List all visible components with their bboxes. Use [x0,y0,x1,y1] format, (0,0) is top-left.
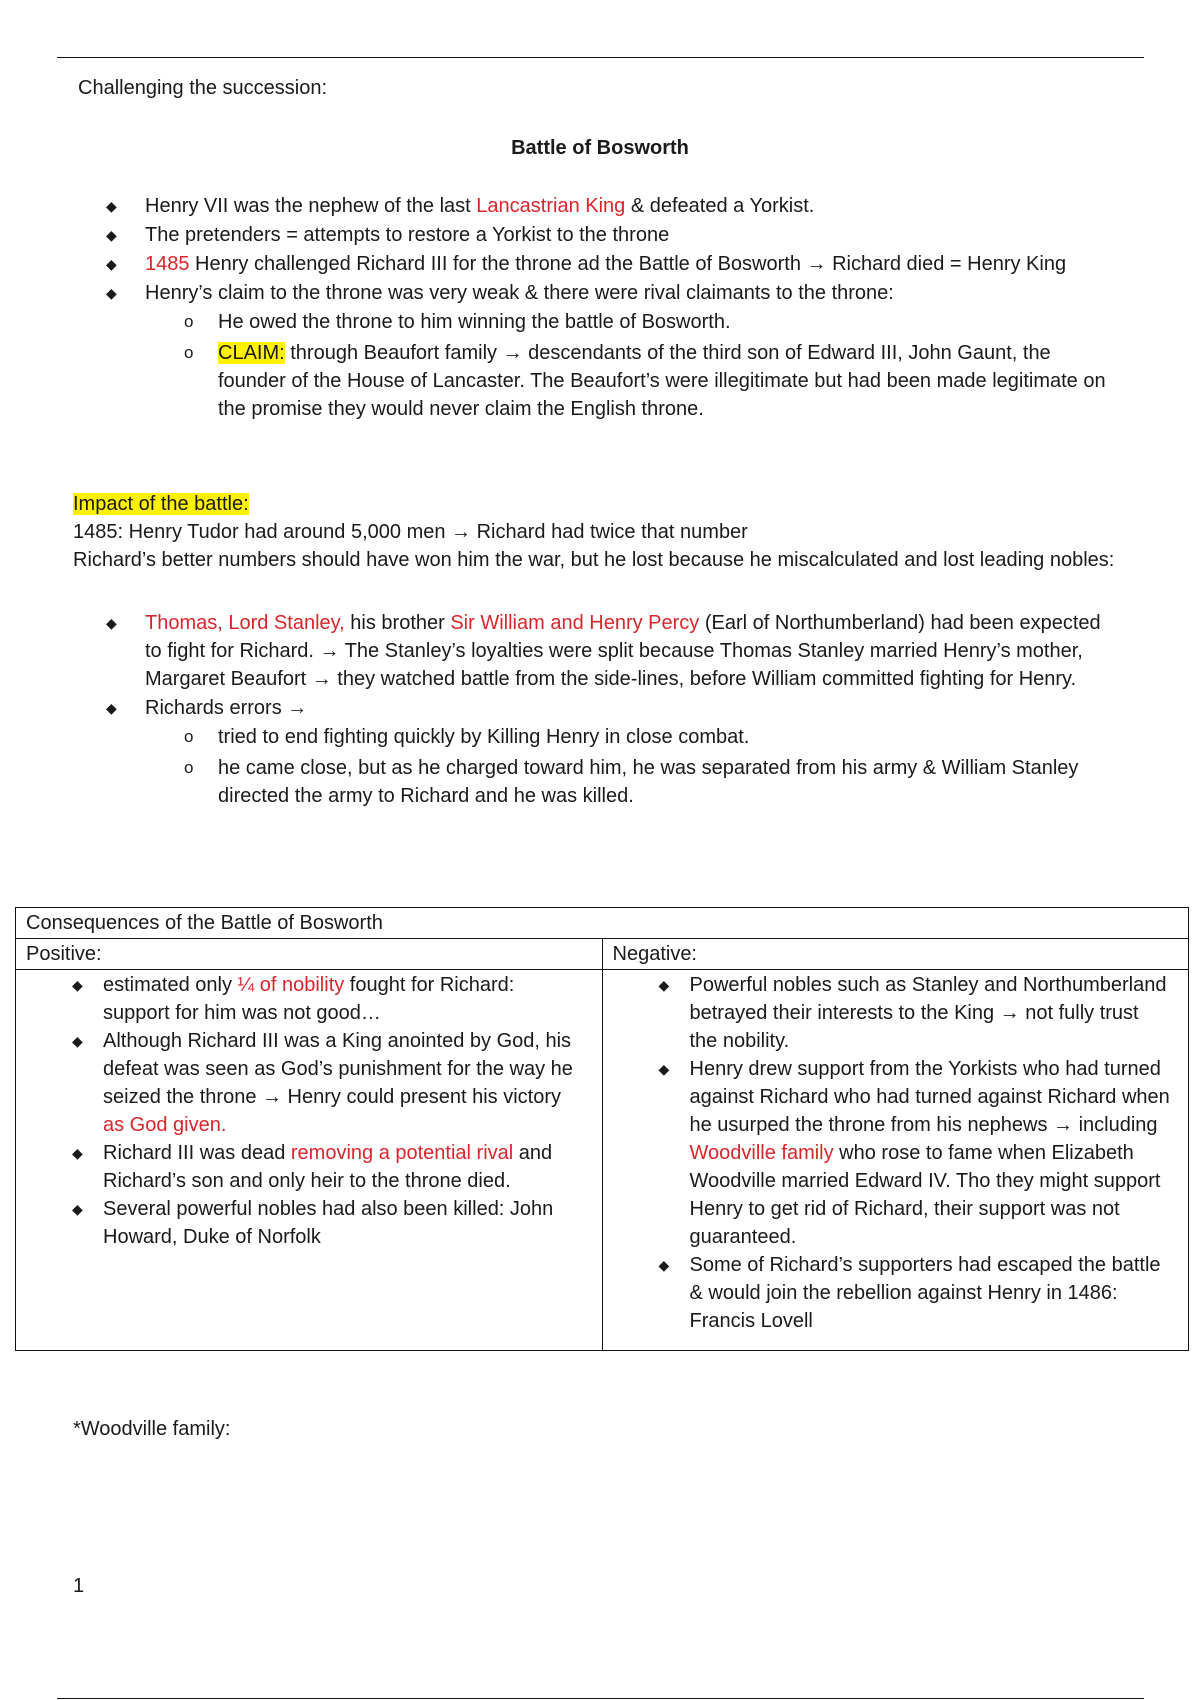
section-heading: Challenging the succession: [78,77,328,99]
table-bullet: ◆ Although Richard III was a King anointed by God, his defeat was seen as God’s punishment for the way he seized the throne → Henry could present his victory as God given. [26,1027,592,1139]
impact-bullet-list [0,609,1120,810]
sub-list-item: o He owed the throne to him winning the battle of Bosworth. [0,308,1120,336]
page-title: Battle of Bosworth [511,137,689,159]
list-item: ◆ Thomas, Lord Stanley, his brother Sir William and Henry Percy (Earl of Northumberland) had been expected to fight for Richard. → The Stanley’s loyalties were split because Thomas Stanley married Henry’s mother, Margaret Beaufort → they watched battle from the side-lines, before William committed fighting for Henry. [0,609,1120,693]
table-bullet: ◆ Some of Richard’s supporters had escaped the battle & would join the rebellion against Henry in 1486: Francis Lovell [613,1251,1179,1335]
list-item: ◆ Henry’s claim to the throne was very weak & there were rival claimants to the throne: [0,279,1120,307]
header-rule [57,57,1144,58]
negative-column [602,970,1189,1351]
impact-line: 1485: Henry Tudor had around 5,000 men → Richard had twice that number [73,521,748,543]
sub-list-item: o tried to end fighting quickly by Killing Henry in close combat. [0,723,1120,751]
footer-rule [57,1698,1144,1699]
page-number: 1 [73,1575,85,1597]
list-item: ◆ Henry VII was the nephew of the last Lancastrian King & defeated a Yorkist. [0,192,1120,220]
list-item: ◆ Richards errors → [0,694,1120,722]
table-bullet: ◆ estimated only ¼ of nobility fought for Richard: support for him was not good… [26,971,592,1027]
sub-list-item: o CLAIM: through Beaufort family → descendants of the third son of Edward III, John Gaunt, the founder of the House of Lancaster. The Beaufort’s were illegitimate but had been made legitimate on the promise they would never claim the English throne. [0,339,1120,423]
negative-header: Negative: [602,939,1189,970]
positive-column [16,970,603,1351]
impact-section [73,490,1123,574]
impact-heading: Impact of the battle: [73,493,249,515]
table-caption: Consequences of the Battle of Bosworth [16,908,1189,939]
claim-highlight: CLAIM: [218,342,285,364]
table-bullet: ◆ Richard III was dead removing a potential rival and Richard’s son and only heir to the throne died. [26,1139,592,1195]
positive-header: Positive: [16,939,603,970]
consequences-table [15,907,1189,1351]
sub-list-item: o he came close, but as he charged toward him, he was separated from his army & William Stanley directed the army to Richard and he was killed. [0,754,1120,810]
table-bullet: ◆ Several powerful nobles had also been killed: John Howard, Duke of Norfolk [26,1195,592,1251]
list-item: ◆ The pretenders = attempts to restore a Yorkist to the throne [0,221,1120,249]
table-bullet: ◆ Powerful nobles such as Stanley and Northumberland betrayed their interests to the King → not fully trust the nobility. [613,971,1179,1055]
impact-line: Richard’s better numbers should have won him the war, but he lost because he miscalculated and lost leading nobles: [73,549,1115,571]
intro-bullet-list [0,192,1120,423]
list-item: ◆ 1485 Henry challenged Richard III for the throne ad the Battle of Bosworth → Richard died = Henry King [0,250,1120,278]
footnote: *Woodville family: [73,1418,231,1440]
table-bullet: ◆ Henry drew support from the Yorkists who had turned against Richard who had turned against Richard when he usurped the throne from his nephews → including Woodville family who rose to fame when Elizabeth Woodville married Edward IV. Tho they might support Henry to get rid of Richard, their support was not guaranteed. [613,1055,1179,1251]
